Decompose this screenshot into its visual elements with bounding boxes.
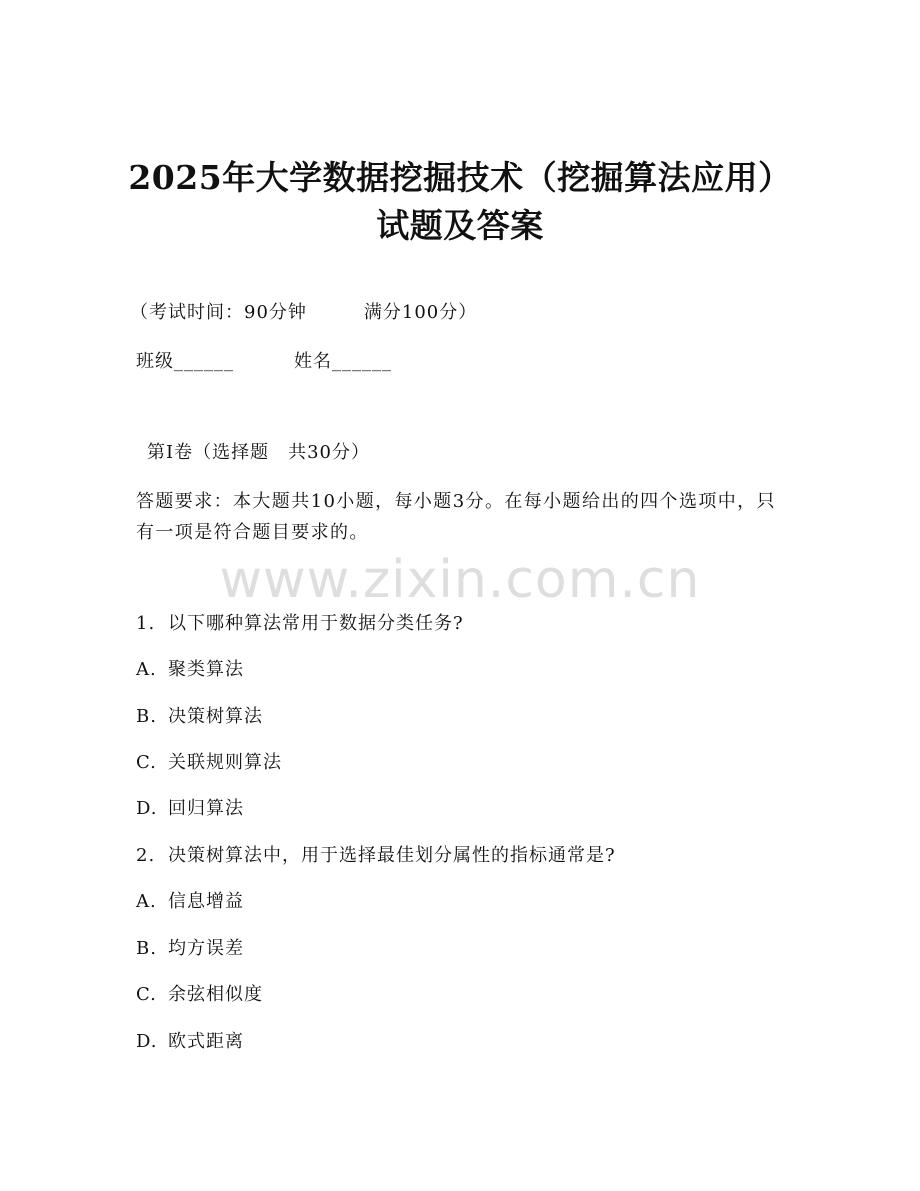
class-field: 班级______ (136, 351, 234, 372)
option-text: 余弦相似度 (168, 984, 263, 1005)
question-2-option-c (136, 982, 263, 1008)
question-1 (136, 611, 464, 637)
section-header: 第I卷（选择题 共30分） (147, 442, 371, 463)
option-text: 均方误差 (168, 938, 244, 959)
option-letter: B. (136, 706, 157, 727)
document-title: 2025年大学数据挖掘技术（挖掘算法应用） (128, 158, 792, 197)
question-2-option-b (136, 936, 244, 962)
question-number: 2. (136, 845, 156, 866)
option-text: 回归算法 (168, 798, 244, 819)
question-2-option-d (136, 1029, 244, 1055)
option-letter: B. (136, 938, 157, 959)
question-text: 决策树算法中，用于选择最佳划分属性的指标通常是? (168, 845, 616, 866)
name-field: 姓名______ (294, 351, 392, 372)
option-letter: D. (136, 1031, 158, 1052)
option-text: 信息增益 (168, 891, 244, 912)
option-text: 聚类算法 (168, 659, 244, 680)
option-text: 欧式距离 (168, 1031, 244, 1052)
question-2 (136, 843, 616, 869)
option-letter: C. (136, 752, 157, 773)
option-letter: A. (136, 659, 157, 680)
option-letter: A. (136, 891, 157, 912)
watermark: www.zixin.com.cn (219, 550, 701, 610)
question-1-option-d (136, 796, 244, 822)
question-number: 1. (136, 613, 156, 634)
exam-info: （考试时间：90分钟 满分100分） (130, 302, 478, 323)
question-1-option-c (136, 750, 282, 776)
answer-instructions: 答题要求：本大题共10小题，每小题3分。在每小题给出的四个选项中，只有一项是符合题目要求的。 (136, 491, 776, 543)
option-letter: C. (136, 984, 157, 1005)
option-text: 决策树算法 (168, 706, 263, 727)
question-text: 以下哪种算法常用于数据分类任务? (168, 613, 464, 634)
question-2-option-a (136, 889, 244, 915)
question-1-option-b (136, 704, 263, 730)
question-1-option-a (136, 657, 244, 683)
option-text: 关联规则算法 (168, 752, 282, 773)
option-letter: D. (136, 798, 158, 819)
document-subtitle: 试题及答案 (376, 206, 544, 245)
